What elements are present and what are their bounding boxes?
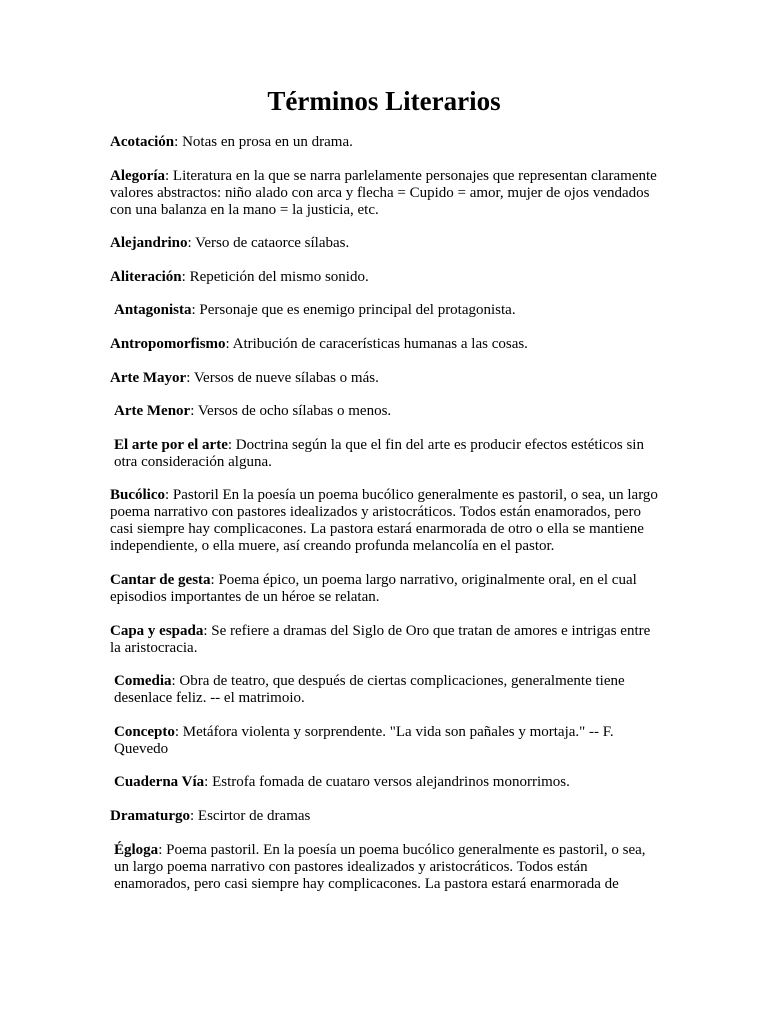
- glossary-definition: : Personaje que es enemigo principal del protagonista.: [191, 302, 516, 319]
- glossary-definition: : Notas en prosa en un drama.: [174, 134, 353, 150]
- glossary-entry: [110, 437, 658, 471]
- glossary-entry: [110, 623, 658, 657]
- glossary-term: Cantar de gesta: [110, 571, 211, 588]
- glossary-term: Dramaturgo: [110, 807, 190, 824]
- glossary-term: El arte por el arte: [114, 436, 228, 453]
- glossary-definition: : Verso de cataorce sílabas.: [187, 235, 350, 252]
- glossary-definition: : Versos de ocho sílabas o menos.: [190, 403, 392, 420]
- glossary-entry: [110, 774, 658, 791]
- glossary-entry: [110, 336, 658, 353]
- glossary-definition: : Literatura en la que se narra parlelamente personajes que representan claramente valores abstractos: niño alado con arca y flecha = Cupido = amor, mujer de ojos vendados con una balanza en la mano = la justicia, etc.: [110, 167, 657, 218]
- glossary-definition: : Atribución de caracerísticas humanas a las cosas.: [225, 335, 528, 352]
- glossary-definition: : Pastoril En la poesía un poema bucólico generalmente es pastoril, o sea, un largo poema narrativo con pastores idealizados y aristocráticos. Todos están enamorados, pero casi siempre hay complicacones. La pastora estará enarmorada de otro o ella se mantiene independiente, o ella muere, así creando profunda melancolía en el pastor.: [110, 487, 658, 555]
- glossary-definition: : Repetición del mismo sonido.: [181, 268, 369, 285]
- glossary-definition: : Obra de teatro, que después de ciertas complicaciones, generalmente tiene desenlace feliz. -- el matrimoio.: [114, 673, 625, 707]
- glossary-definition: : Se refiere a dramas del Siglo de Oro que tratan de amores e intrigas entre la aristocracia.: [110, 622, 651, 656]
- glossary-entry: [110, 808, 658, 825]
- glossary-definition: : Doctrina según la que el fin del arte es producir efectos estéticos sin otra consideración alguna.: [114, 436, 644, 470]
- glossary-definition: : Poema pastoril. En la poesía un poema bucólico generalmente es pastoril, o sea, un largo poema narrativo con pastores idealizados y aristocráticos. Todos están enamorados, pero casi siempre hay complicacones. La pastora estará enarmorada de: [114, 841, 646, 892]
- glossary-entry: [110, 168, 658, 219]
- glossary-definition: : Escirtor de dramas: [189, 807, 311, 824]
- page-title: Términos Literarios: [267, 86, 501, 116]
- glossary-definition: : Metáfora violenta y sorprendente. "La vida son pañales y mortaja." -- F. Quevedo: [114, 723, 614, 757]
- glossary-term: Capa y espada: [110, 622, 204, 639]
- glossary-entry: [110, 842, 658, 893]
- glossary-term: Concepto: [114, 723, 175, 740]
- glossary-entry: [110, 724, 658, 758]
- glossary-term: Comedia: [114, 673, 172, 690]
- glossary-definition: : Versos de nueve sílabas o más.: [186, 369, 379, 386]
- glossary-term: Arte Mayor: [110, 369, 187, 386]
- glossary-entry: [110, 487, 658, 555]
- glossary-term: Antagonista: [114, 302, 192, 319]
- glossary-term: Alegoría: [110, 167, 165, 184]
- glossary-entry: [110, 269, 658, 286]
- glossary-list: [110, 134, 658, 909]
- glossary-term: Bucólico: [110, 487, 165, 504]
- glossary-entry: [110, 673, 658, 707]
- glossary-term: Arte Menor: [114, 403, 191, 420]
- glossary-entry: [110, 302, 658, 319]
- glossary-term: Alejandrino: [110, 235, 188, 252]
- glossary-entry: [110, 235, 658, 252]
- glossary-definition: : Estrofa fomada de cuataro versos alejandrinos monorrimos.: [204, 774, 570, 791]
- glossary-term: Antropomorfismo: [110, 335, 226, 352]
- glossary-entry: [110, 134, 658, 151]
- glossary-definition: : Poema épico, un poema largo narrativo, originalmente oral, en el cual episodios importantes de un héroe se relatan.: [110, 571, 637, 605]
- glossary-term: Cuaderna Vía: [114, 774, 205, 791]
- glossary-term: Aliteración: [110, 268, 182, 285]
- glossary-term: Égloga: [114, 841, 159, 858]
- glossary-entry: [110, 370, 658, 387]
- glossary-entry: [110, 572, 658, 606]
- glossary-entry: [110, 403, 658, 420]
- glossary-term: Acotación: [110, 134, 175, 150]
